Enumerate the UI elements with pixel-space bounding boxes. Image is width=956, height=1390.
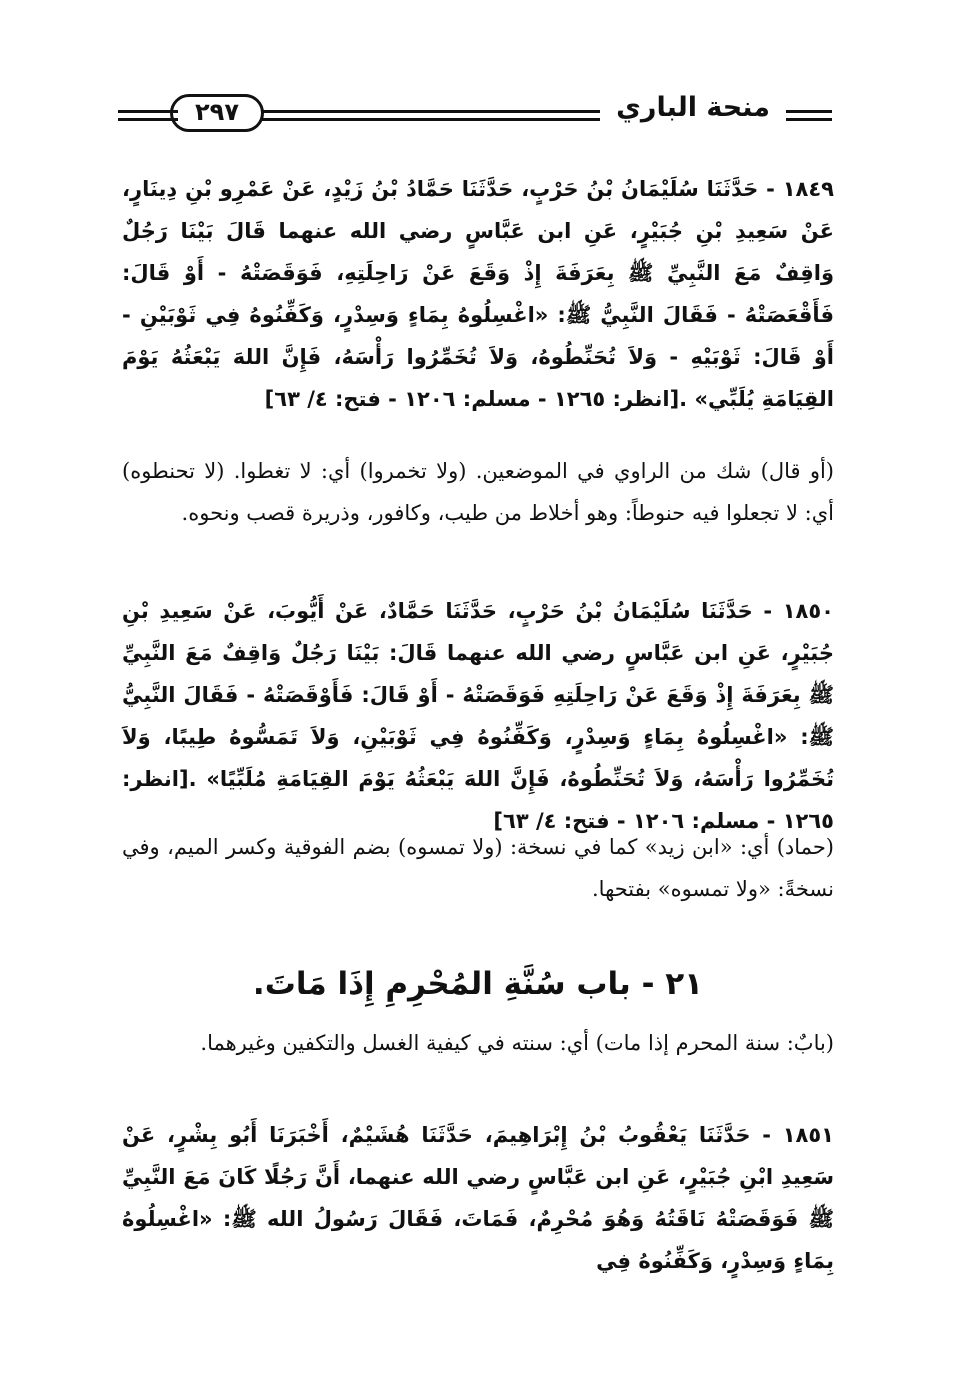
header-rule <box>786 110 832 113</box>
header-rule <box>253 110 600 113</box>
header-rule <box>786 118 832 121</box>
header-rule <box>118 110 178 113</box>
book-title: منحة الباري <box>616 92 770 123</box>
hadith-1850 <box>122 590 834 842</box>
commentary-text: (حماد) أي: «ابن زيد» كما في نسخة: (ولا تمسوه) بضم الفوقية وكسر الميم، وفي نسخةً: «ولا تمسوه» بفتحها. <box>122 835 834 901</box>
hadith-text: ١٨٤٩ - حَدَّثَنَا سُلَيْمَانُ بْنُ حَرْبٍ، حَدَّثَنَا حَمَّادُ بْنُ زَيْدٍ، عَنْ عَمْرِو بْنِ دِينَارٍ، عَنْ سَعِيدِ بْنِ جُبَيْرٍ، عَنِ ابن عَبَّاسٍ رضي الله عنهما قَالَ بَيْنَا رَجُلٌ وَاقِفٌ مَعَ النَّبِيِّ ﷺ بِعَرَفَةَ إِذْ وَقَعَ عَنْ رَاحِلَتِهِ، فَوَقَصَتْهُ - أَوْ قَالَ: فَأَقْعَصَتْهُ - فَقَالَ النَّبِيُّ ﷺ: «اغْسِلُوهُ بِمَاءٍ وَسِدْرٍ، وَكَفِّنُوهُ فِي ثَوْبَيْنِ - أَوْ قَالَ: ثَوْبَيْهِ - وَلاَ تُحَنِّطُوهُ، وَلاَ تُخَمِّرُوا رَأْسَهُ، فَإِنَّ اللهَ يَبْعَثُهُ يَوْمَ القِيَامَةِ يُلَبِّي» .[انظر: ١٢٦٥ - مسلم: ١٢٠٦ - فتح: ٤/ ٦٣] <box>122 177 834 411</box>
header-rule <box>118 118 178 121</box>
commentary-1849 <box>122 450 834 534</box>
page-number: ٢٩٧ <box>170 94 264 132</box>
hadith-text: ١٨٥٠ - حَدَّثَنَا سُلَيْمَانُ بْنُ حَرْبٍ، حَدَّثَنَا حَمَّادٌ، عَنْ أَيُّوبَ، عَنْ سَعِيدِ بْنِ جُبَيْرٍ، عَنِ ابن عَبَّاسٍ رضي الله عنهما قَالَ: بَيْنَا رَجُلٌ وَاقِفٌ مَعَ النَّبِيِّ ﷺ بِعَرَفَةَ إِذْ وَقَعَ عَنْ رَاحِلَتِهِ فَوَقَصَتْهُ - أَوْ قَالَ: فَأَوْقَصَتْهُ - فَقَالَ النَّبِيُّ ﷺ: «اغْسِلُوهُ بِمَاءٍ وَسِدْرٍ، وَكَفِّنُوهُ فِي ثَوْبَيْنِ، وَلاَ تَمَسُّوهُ طِيبًا، وَلاَ تُخَمِّرُوا رَأْسَهُ، وَلاَ تُحَنِّطُوهُ، فَإِنَّ اللهَ يَبْعَثُهُ يَوْمَ القِيَامَةِ مُلَبِّيًا» .[انظر: ١٢٦٥ - مسلم: ١٢٠٦ - فتح: ٤/ ٦٣] <box>122 599 834 833</box>
chapter-heading: ٢١ - باب سُنَّةِ المُحْرِمِ إِذَا مَاتَ. <box>252 966 704 1002</box>
hadith-text: ١٨٥١ - حَدَّثَنَا يَعْقُوبُ بْنُ إِبْرَاهِيمَ، حَدَّثَنَا هُشَيْمٌ، أَخْبَرَنَا أَبُو بِشْرٍ، عَنْ سَعِيدِ ابْنِ جُبَيْرٍ، عَنِ ابن عَبَّاسٍ رضي الله عنهما، أَنَّ رَجُلًا كَانَ مَعَ النَّبِيِّ ﷺ فَوَقَصَتْهُ نَاقَتُهُ وَهُوَ مُحْرِمٌ، فَمَاتَ، فَقَالَ رَسُولُ الله ﷺ: «اغْسِلُوهُ بِمَاءٍ وَسِدْرٍ، وَكَفِّنُوهُ فِي <box>122 1123 834 1273</box>
hadith-1849 <box>122 168 834 420</box>
commentary-text: (بابٌ: سنة المحرم إذا مات) أي: سنته في كيفية الغسل والتكفين وغيرهما. <box>200 1031 834 1055</box>
hadith-1851 <box>122 1114 834 1282</box>
commentary-1850 <box>122 826 834 910</box>
commentary-text: (أو قال) شك من الراوي في الموضعين. (ولا تخمروا) أي: لا تغطوا. (لا تحنطوه) أي: لا تجعلوا فيه حنوطاً: وهو أخلاط من طيب، وكافور، وذريرة قصب ونحوه. <box>122 459 834 525</box>
header-rule <box>253 118 600 121</box>
running-header <box>108 86 832 146</box>
commentary-chapter <box>122 1022 834 1064</box>
